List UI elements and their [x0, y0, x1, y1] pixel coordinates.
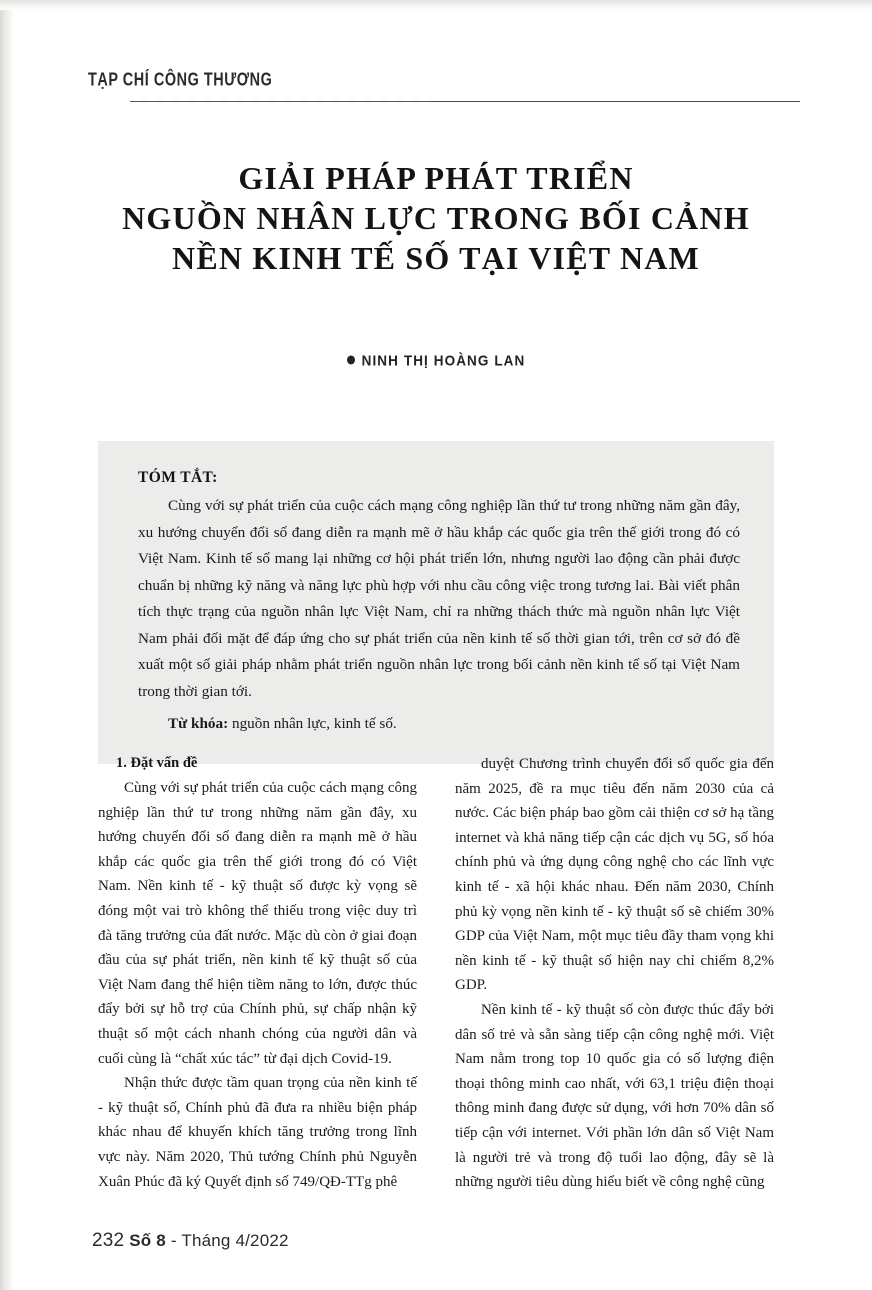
keywords-label: Từ khóa: [168, 715, 229, 732]
masthead-divider [130, 101, 800, 102]
page-footer [92, 1230, 289, 1252]
abstract-box [98, 441, 774, 764]
scan-edge-shadow-top [0, 0, 872, 10]
footer-issue: Số 8 [129, 1231, 166, 1250]
author-block [0, 352, 872, 370]
title-line-1: GIẢI PHÁP PHÁT TRIỂN [238, 160, 634, 196]
abstract-keywords [138, 711, 740, 738]
author-name-wrap [347, 352, 526, 369]
author-name: NINH THỊ HOÀNG LAN [361, 352, 526, 369]
title-line-3: NỀN KINH TẾ SỐ TẠI VIỆT NAM [172, 240, 700, 276]
abstract-body: Cùng với sự phát triển của cuộc cách mạng công nghiệp lần thứ tư trong những năm gần đây, xu hướng chuyển đổi số đang diễn ra mạnh mẽ ở hầu khắp các quốc gia trên thế giới trong đó có Việt Nam. Kinh tế số mang lại những cơ hội phát triển lớn, nhưng người lao động cần phải được chuẩn bị những kỹ năng và năng lực phù hợp với nhu cầu công việc trong tương lai. Bài viết phân tích thực trạng của nguồn nhân lực Việt Nam, chỉ ra những thách thức mà nguồn nhân lực Việt Nam phải đối mặt để đáp ứng cho sự phát triển của nền kinh tế số thời gian tới, trên cơ sở đó đề xuất một số giải pháp nhằm phát triển nguồn nhân lực trong bối cảnh nền kinh tế số tại Việt Nam trong thời gian tới. [138, 497, 740, 700]
right-paragraph-1: duyệt Chương trình chuyển đổi số quốc gia đến năm 2025, đề ra mục tiêu đến năm 2030 của cả nước. Các biện pháp bao gồm cải thiện cơ sở hạ tầng internet và khả năng tiếp cận các dịch vụ 5G, số hóa chính phủ và ứng dụng công nghệ cho các lĩnh vực kinh tế - xã hội khác nhau. Đến năm 2030, Chính phủ kỳ vọng nền kinh tế - kỹ thuật số sẽ chiếm 30% GDP của Việt Nam, một mục tiêu đầy tham vọng khi nền kinh tế - kỹ thuật số hiện nay chỉ chiếm 8,2% GDP. [455, 756, 774, 994]
footer-page-number: 232 [92, 1230, 125, 1251]
body-columns [98, 752, 774, 1191]
section-heading-1: 1. Đặt vấn đề [116, 755, 198, 771]
scan-edge-shadow-left [0, 0, 14, 1290]
title-line-2: NGUỒN NHÂN LỰC TRONG BỐI CẢNH [122, 200, 750, 236]
left-paragraph-2: Nhận thức được tầm quan trọng của nền kinh tế - kỹ thuật số, Chính phủ đã đưa ra nhiều biện pháp khác nhau để khuyến khích tăng trưởng trong lĩnh vực này. Năm 2020, Thủ tướng Chính phủ Nguyễn Xuân Phúc đã ký Quyết định số 749/QĐ-TTg phê [98, 1075, 417, 1190]
abstract-heading: TÓM TẮT: [138, 469, 218, 486]
journal-name: TẠP CHÍ CÔNG THƯƠNG [88, 70, 273, 91]
bullet-icon [347, 355, 355, 364]
right-column [455, 752, 774, 1191]
left-column [98, 752, 417, 1190]
left-paragraph-1: Cùng với sự phát triển của cuộc cách mạng công nghiệp lần thứ tư trong những năm gần đây, xu hướng chuyển đổi số đang diễn ra mạnh mẽ ở hầu khắp các quốc gia trên thế giới trong đó có Việt Nam. Nền kinh tế - kỹ thuật số được kỳ vọng sẽ đóng một vai trò không thể thiếu trong việc duy trì đà tăng trưởng của đất nước. Mặc dù còn ở giai đoạn đầu của sự phát triển, nền kinh tế kỹ thuật số của Việt Nam đang thể hiện tiềm năng to lớn, được thúc đẩy bởi sự hỗ trợ của Chính phủ, sự chấp nhận kỹ thuật số một cách nhanh chóng của người dân và cuối cùng là “chất xúc tác” từ đại dịch Covid-19. [98, 780, 417, 1067]
footer-issue-date: - Tháng 4/2022 [165, 1231, 289, 1250]
masthead [88, 70, 800, 104]
keywords-value: nguồn nhân lực, kinh tế số. [228, 715, 397, 732]
article-title [60, 158, 812, 278]
right-paragraph-2: Nền kinh tế - kỹ thuật số còn được thúc đẩy bởi dân số trẻ và sẵn sàng tiếp cận công nghệ mới. Việt Nam nằm trong top 10 quốc gia có số lượng điện thoại thông minh cao nhất, với 63,1 triệu điện thoại thông minh đang được sử dụng, với hơn 70% dân số tiếp cận với internet. Với phần lớn dân số Việt Nam là người trẻ và trong độ tuổi lao động, đây sẽ là những người tiêu dùng hiểu biết về công nghệ cũng [455, 1001, 774, 1191]
